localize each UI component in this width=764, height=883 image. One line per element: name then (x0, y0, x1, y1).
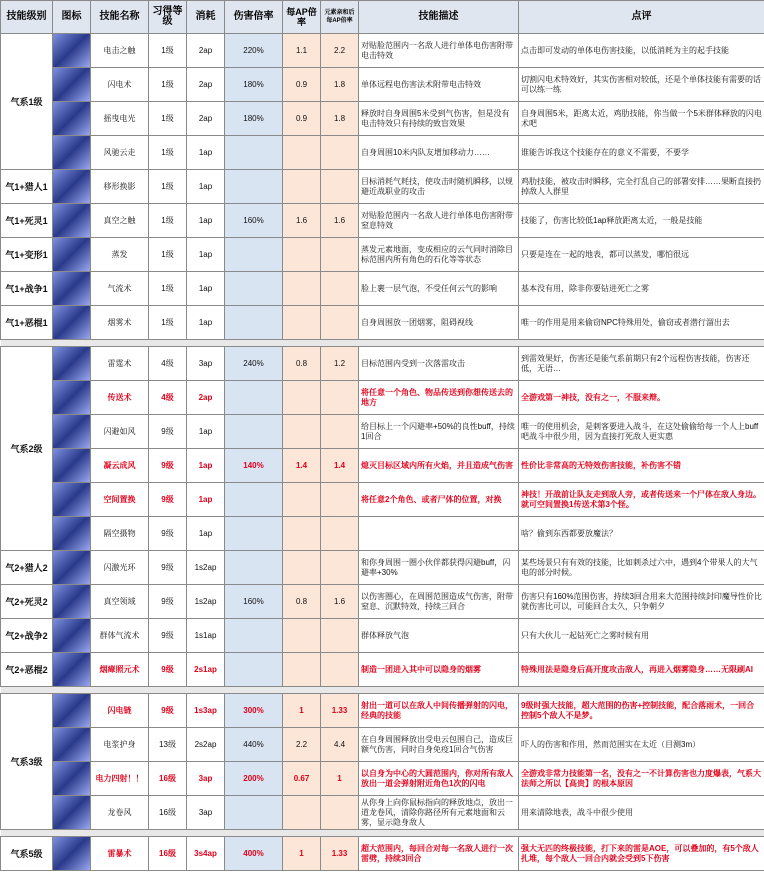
table-row (1, 449, 764, 483)
skill-icon (53, 653, 90, 686)
skill-category: 气2+恶棍2 (1, 653, 53, 687)
skill-name: 蒸发 (91, 238, 149, 272)
skill-icon (53, 483, 90, 516)
skill-cost: 1ap (187, 483, 225, 517)
skill-description: 将任意2个角色、或者尸体的位置，对换 (359, 483, 519, 517)
table-row (1, 238, 764, 272)
skill-level: 16级 (149, 796, 187, 830)
skill-ap-ratio: 1.1 (283, 34, 321, 68)
skill-description: 自身周围10米内队友增加移动力…… (359, 136, 519, 170)
skill-cost: 2ap (187, 102, 225, 136)
skill-level: 1级 (149, 102, 187, 136)
skill-category: 气系3级 (1, 694, 53, 830)
skill-cost: 2ap (187, 34, 225, 68)
skill-icon-cell (53, 619, 91, 653)
skill-icon (53, 762, 90, 795)
skill-ap-ratio (283, 381, 321, 415)
skill-ap-ratio-elemental (321, 796, 359, 830)
skill-icon-cell (53, 170, 91, 204)
header-cost: 消耗 (187, 1, 225, 34)
skill-level: 1级 (149, 272, 187, 306)
skill-category: 气2+猎人2 (1, 551, 53, 585)
skill-cost: 3s4ap (187, 837, 225, 871)
skill-level: 9级 (149, 415, 187, 449)
skill-ap-ratio-elemental: 4.4 (321, 728, 359, 762)
table-row (1, 551, 764, 585)
skill-icon-cell (53, 68, 91, 102)
skill-ap-ratio (283, 238, 321, 272)
skill-icon (53, 68, 90, 101)
skill-description: 从你身上向你鼠标指向的释放地点，放出一道龙卷风，清除你路径所有元素地面和云雾，显示隐身敌人 (359, 796, 519, 830)
skill-description: 和你身周围一圈小伙伴都获得闪避buff，闪避率+30% (359, 551, 519, 585)
skill-icon (53, 238, 90, 271)
skill-damage: 240% (225, 347, 283, 381)
skill-icon-cell (53, 551, 91, 585)
table-row (1, 585, 764, 619)
table-row (1, 306, 764, 340)
skill-comment: 自身周围5米，距离太近，鸡肋技能，你当做一个5米群体释放的闪电术吧 (519, 102, 764, 136)
skill-icon-cell (53, 585, 91, 619)
skill-ap-ratio (283, 551, 321, 585)
skill-cost: 1ap (187, 517, 225, 551)
skill-comment: 谁能告诉我这个技能存在的意义不需要，不要学 (519, 136, 764, 170)
skill-description: 以伤害圈心，在周围范围造成气伤害，附带窒息、沉默特效，持续三回合 (359, 585, 519, 619)
skill-cost: 1s1ap (187, 619, 225, 653)
table-row (1, 517, 764, 551)
skill-ap-ratio-elemental (321, 517, 359, 551)
skill-comment: 技能了，伤害比较低1ap释放距离太近，一般是技能 (519, 204, 764, 238)
skill-icon-cell (53, 483, 91, 517)
skill-cost: 3ap (187, 347, 225, 381)
skill-cost: 3ap (187, 796, 225, 830)
skill-comment: 基本没有用，除非你要钻进死亡之雾 (519, 272, 764, 306)
skill-damage (225, 238, 283, 272)
skill-name: 雷暴术 (91, 837, 149, 871)
skill-ap-ratio (283, 136, 321, 170)
skill-icon-cell (53, 272, 91, 306)
skill-ap-ratio (283, 483, 321, 517)
skill-description: 在自身周围释放出受电云包围自己，造成巨额气伤害，同时自身免疫1回合气伤害 (359, 728, 519, 762)
skill-comment: 点击即可发动的单体电伤害技能，以低消耗为主的起手技能 (519, 34, 764, 68)
skill-name: 闪电术 (91, 68, 149, 102)
skill-level: 1级 (149, 136, 187, 170)
skill-icon-cell (53, 762, 91, 796)
skill-icon (53, 551, 90, 584)
skill-icon-cell (53, 34, 91, 68)
skill-icon-cell (53, 694, 91, 728)
skill-ap-ratio (283, 619, 321, 653)
skill-description: 释放时自身周围5米受到气伤害，但是没有电击特效只有持续的致盲效果 (359, 102, 519, 136)
skill-ap-ratio-elemental: 1.2 (321, 347, 359, 381)
skill-damage (225, 653, 283, 687)
header-category: 技能级别 (1, 1, 53, 34)
table-row (1, 728, 764, 762)
table-row (1, 694, 764, 728)
skill-comment: 伤害只有160%范围伤害，持续3回合用来大范围持续封印魔导性价比就伤害比可以，可能回合太久，只争朝夕 (519, 585, 764, 619)
skill-description: 蒸发元素地面，变成相应的云气同时消除目标范围内所有角色的石化等等状态 (359, 238, 519, 272)
skill-comment: 切割闪电术特效好，其实伤害相对较低，还是个单体技能有需要的话可以练一练 (519, 68, 764, 102)
skill-icon (53, 449, 90, 482)
skill-ap-ratio: 1 (283, 837, 321, 871)
skill-level: 9级 (149, 551, 187, 585)
table-row (1, 136, 764, 170)
skill-description: 熄灭目标区域内所有火焰，并且造成气伤害 (359, 449, 519, 483)
table-row (1, 204, 764, 238)
skill-description: 超大范围内，每回合对每一名敌人进行一次雷劈，持续3回合 (359, 837, 519, 871)
table-row (1, 381, 764, 415)
table-row (1, 483, 764, 517)
separator-cell (1, 340, 764, 347)
skill-icon-cell (53, 415, 91, 449)
skill-level: 9级 (149, 694, 187, 728)
skill-name: 电力四射！！ (91, 762, 149, 796)
skill-ap-ratio-elemental (321, 653, 359, 687)
skill-ap-ratio-elemental (321, 551, 359, 585)
skill-cost: 1ap (187, 306, 225, 340)
section-separator (1, 687, 764, 694)
skill-ap-ratio: 0.8 (283, 347, 321, 381)
skill-name: 龙卷风 (91, 796, 149, 830)
table-row (1, 170, 764, 204)
skill-icon-cell (53, 837, 91, 871)
skill-ap-ratio (283, 653, 321, 687)
skill-name: 烟雾术 (91, 306, 149, 340)
skill-ap-ratio (283, 170, 321, 204)
skill-damage: 160% (225, 585, 283, 619)
skill-cost: 2s2ap (187, 728, 225, 762)
skill-ap-ratio (283, 306, 321, 340)
table-row (1, 653, 764, 687)
skill-name: 雷霆术 (91, 347, 149, 381)
skill-cost: 1ap (187, 415, 225, 449)
skill-ap-ratio: 2.2 (283, 728, 321, 762)
skill-category: 气1+死灵1 (1, 204, 53, 238)
skill-ap-ratio-elemental: 1.33 (321, 837, 359, 871)
skill-icon (53, 694, 90, 727)
skill-ap-ratio: 1.4 (283, 449, 321, 483)
skill-category: 气系5级 (1, 837, 53, 871)
skill-comment: 只有大伙儿一起钻死亡之雾时候有用 (519, 619, 764, 653)
skill-level: 1级 (149, 170, 187, 204)
skill-damage: 400% (225, 837, 283, 871)
skill-ap-ratio-elemental: 1.8 (321, 102, 359, 136)
skill-icon-cell (53, 306, 91, 340)
skill-ap-ratio: 0.8 (283, 585, 321, 619)
skill-damage (225, 415, 283, 449)
skill-comment: 只要是连在一起的地表，都可以蒸发，哪怕很远 (519, 238, 764, 272)
skill-description: 将任意一个角色、物品传送到你想传送去的地方 (359, 381, 519, 415)
skill-ap-ratio (283, 415, 321, 449)
skill-description: 以自身为中心的大圆范围内，你对所有敌人放出一道会弹射附近角色1次的闪电 (359, 762, 519, 796)
skill-damage: 180% (225, 68, 283, 102)
skill-damage (225, 381, 283, 415)
skill-damage (225, 306, 283, 340)
skill-description: 给目标上一个闪避率+50%的良性buff，持续1回合 (359, 415, 519, 449)
skill-icon (53, 170, 90, 203)
header-row (1, 1, 764, 34)
skill-level: 1级 (149, 68, 187, 102)
skill-icon (53, 381, 90, 414)
skill-name: 凝云成风 (91, 449, 149, 483)
header-dmg: 伤害倍率 (225, 1, 283, 34)
skill-ap-ratio-elemental: 2.2 (321, 34, 359, 68)
skill-description (359, 517, 519, 551)
skill-description: 射出一道可以在敌人中间传播弹射的闪电，经典的技能 (359, 694, 519, 728)
skill-icon-cell (53, 136, 91, 170)
skill-name: 闪激光环 (91, 551, 149, 585)
skill-name: 烟瘴照元术 (91, 653, 149, 687)
skill-level: 9级 (149, 449, 187, 483)
table-row (1, 34, 764, 68)
skill-icon (53, 34, 90, 67)
skill-ap-ratio-elemental: 1.8 (321, 68, 359, 102)
skill-name: 摇曳电光 (91, 102, 149, 136)
skill-damage (225, 483, 283, 517)
skill-level: 13级 (149, 728, 187, 762)
skill-damage (225, 272, 283, 306)
skill-category: 气1+猎人1 (1, 170, 53, 204)
skill-cost: 1s2ap (187, 551, 225, 585)
skill-ap-ratio (283, 796, 321, 830)
skill-level: 9级 (149, 653, 187, 687)
skill-ap-ratio: 0.67 (283, 762, 321, 796)
skill-ap-ratio (283, 272, 321, 306)
skill-ap-ratio-elemental (321, 136, 359, 170)
skill-icon (53, 272, 90, 305)
skill-ap-ratio-elemental (321, 415, 359, 449)
skill-ap-ratio-elemental: 1.4 (321, 449, 359, 483)
skill-comment: 特殊用法是隐身后高开度攻击敌人，再进入烟雾隐身……无限刷AI (519, 653, 764, 687)
skill-name: 真空之触 (91, 204, 149, 238)
skill-icon (53, 517, 90, 550)
skill-category: 气1+恶棍1 (1, 306, 53, 340)
skill-damage (225, 619, 283, 653)
skill-cost: 1ap (187, 170, 225, 204)
header-ap-elem: 元素亲和后每AP倍率 (321, 1, 359, 34)
skill-ap-ratio: 0.9 (283, 68, 321, 102)
skill-cost: 1ap (187, 238, 225, 272)
skill-name: 传送术 (91, 381, 149, 415)
skill-icon (53, 585, 90, 618)
skill-icon-cell (53, 728, 91, 762)
skill-cost: 1ap (187, 136, 225, 170)
skill-icon-cell (53, 653, 91, 687)
skill-description: 单体远程电伤害法术附带电击特效 (359, 68, 519, 102)
skill-cost: 2ap (187, 68, 225, 102)
skill-name: 移形换影 (91, 170, 149, 204)
table-row (1, 68, 764, 102)
skill-damage: 220% (225, 34, 283, 68)
skill-icon-cell (53, 449, 91, 483)
skill-ap-ratio-elemental (321, 272, 359, 306)
skill-damage (225, 170, 283, 204)
header-ap: 每AP倍率 (283, 1, 321, 34)
table-row (1, 619, 764, 653)
skill-ap-ratio-elemental (321, 170, 359, 204)
skill-ap-ratio-elemental: 1.33 (321, 694, 359, 728)
skill-damage: 300% (225, 694, 283, 728)
skill-icon (53, 415, 90, 448)
skill-comment: 用来清除地表，战斗中很少使用 (519, 796, 764, 830)
skill-damage (225, 136, 283, 170)
skill-comment: 9级时强大技能，超大范围的伤害+控制技能，配合落雨术，一回合控制5个敌人不是梦。 (519, 694, 764, 728)
skill-icon (53, 728, 90, 761)
skill-cost: 1s3ap (187, 694, 225, 728)
skill-description: 自身周围放一团烟雾，阻碍视线 (359, 306, 519, 340)
skill-icon-cell (53, 347, 91, 381)
skill-ap-ratio-elemental: 1 (321, 762, 359, 796)
skill-name: 电浆护身 (91, 728, 149, 762)
separator-cell (1, 830, 764, 837)
skill-icon (53, 102, 90, 135)
skill-level: 1级 (149, 306, 187, 340)
skill-damage (225, 517, 283, 551)
skill-level: 4级 (149, 347, 187, 381)
skill-icon-cell (53, 238, 91, 272)
skill-category: 气系1级 (1, 34, 53, 170)
skill-comment: 唯一的作用是用来偷窃NPC特殊用处，偷窃或者潜行溜出去 (519, 306, 764, 340)
skill-category: 气1+变形1 (1, 238, 53, 272)
skill-comment: 吓人的伤害和作用，然而范围实在太近（目测3m） (519, 728, 764, 762)
skill-level: 16级 (149, 837, 187, 871)
skill-level: 9级 (149, 619, 187, 653)
skill-level: 4级 (149, 381, 187, 415)
header-comment: 点评 (519, 1, 764, 34)
skill-name: 风驰云走 (91, 136, 149, 170)
skill-description: 对贴脸范围内一名敌人进行单体电伤害附带窒息特效 (359, 204, 519, 238)
skill-description: 目标消耗气耗技，使攻击时随机瞬移，以规避近战职业的攻击 (359, 170, 519, 204)
table-row (1, 415, 764, 449)
skill-name: 空间置换 (91, 483, 149, 517)
skill-description: 脸上裹一层气泡，不受任何云气的影响 (359, 272, 519, 306)
skill-description: 制造一团进入其中可以隐身的烟雾 (359, 653, 519, 687)
skill-comment: 全游戏第一神技，没有之一，不服来辩。 (519, 381, 764, 415)
skill-cost: 3ap (187, 762, 225, 796)
skill-comment: 全游戏非常力技能第一名，没有之一不计算伤害也力度爆表，气系大法师之所以【高贵】的根本原因 (519, 762, 764, 796)
skill-ap-ratio-elemental (321, 381, 359, 415)
skill-icon-cell (53, 204, 91, 238)
header-icon: 图标 (53, 1, 91, 34)
skill-name: 群体气流术 (91, 619, 149, 653)
table-row (1, 272, 764, 306)
skill-cost: 1ap (187, 449, 225, 483)
skill-damage (225, 551, 283, 585)
skill-icon (53, 347, 90, 380)
skill-ap-ratio-elemental (321, 483, 359, 517)
header-level: 习得等级 (149, 1, 187, 34)
table-row (1, 347, 764, 381)
skill-damage: 140% (225, 449, 283, 483)
header-desc: 技能描述 (359, 1, 519, 34)
skill-name: 气流术 (91, 272, 149, 306)
skill-level: 1级 (149, 238, 187, 272)
skill-ap-ratio (283, 517, 321, 551)
skill-level: 9级 (149, 585, 187, 619)
skill-level: 1级 (149, 34, 187, 68)
skill-ap-ratio-elemental (321, 306, 359, 340)
table-body (1, 34, 764, 871)
skill-level: 1级 (149, 204, 187, 238)
section-separator (1, 830, 764, 837)
skill-category: 气2+战争2 (1, 619, 53, 653)
skill-name: 真空领域 (91, 585, 149, 619)
skill-damage: 200% (225, 762, 283, 796)
skill-icon (53, 837, 90, 870)
skill-damage (225, 796, 283, 830)
skill-ap-ratio-elemental (321, 619, 359, 653)
table-row (1, 796, 764, 830)
table-row (1, 837, 764, 871)
skill-comment: 性价比非常高的无特效伤害技能，补伤害不错 (519, 449, 764, 483)
skill-level: 16级 (149, 762, 187, 796)
skill-ap-ratio: 1.6 (283, 204, 321, 238)
skill-damage: 160% (225, 204, 283, 238)
skill-comment: 强大无匹的终极技能，打下来的雷是AOE，可以叠加的，有5个敌人扎堆，每个敌人一回合内就会受到5下伤害 (519, 837, 764, 871)
skill-icon (53, 796, 90, 829)
skill-comment: 鸡肋技能，被攻击时瞬移，完全打乱自己的部署安排……果断直接扔掉敌人人群里 (519, 170, 764, 204)
skill-cost: 2s1ap (187, 653, 225, 687)
skill-comment: 到雷效果好，伤害还是能气系前期只有2个远程伤害技能，伤害还低，无语… (519, 347, 764, 381)
skill-ap-ratio-elemental: 1.6 (321, 204, 359, 238)
skill-name: 隔空摄物 (91, 517, 149, 551)
skill-description: 对贴脸范围内一名敌人进行单体电伤害附带电击特效 (359, 34, 519, 68)
skill-level: 9级 (149, 517, 187, 551)
table-row (1, 762, 764, 796)
skill-cost: 1ap (187, 204, 225, 238)
skill-level: 9级 (149, 483, 187, 517)
skill-icon (53, 619, 90, 652)
skill-ap-ratio: 1 (283, 694, 321, 728)
skill-ap-ratio-elemental (321, 238, 359, 272)
skill-damage: 180% (225, 102, 283, 136)
skill-cost: 1ap (187, 272, 225, 306)
skill-category: 气2+死灵2 (1, 585, 53, 619)
skill-comment: 啥？偷到东西都要放魔法？ (519, 517, 764, 551)
skill-damage: 440% (225, 728, 283, 762)
skill-icon-cell (53, 102, 91, 136)
skill-icon (53, 204, 90, 237)
skill-description: 群体释放气泡 (359, 619, 519, 653)
separator-cell (1, 687, 764, 694)
skill-icon-cell (53, 517, 91, 551)
skill-name: 电击之触 (91, 34, 149, 68)
skill-comment: 唯一的使用机会，是刺客要进入战斗，在这处偷偷给每一个人上buff吧战斗中很少用，因为直接打死敌人更实惠 (519, 415, 764, 449)
skill-category: 气1+战争1 (1, 272, 53, 306)
skill-cost: 1s2ap (187, 585, 225, 619)
skill-category: 气系2级 (1, 347, 53, 551)
table-row (1, 102, 764, 136)
skill-comment: 神技！开战前让队友走到敌人旁，或者传送来一个尸体在敌人身边。就可空间置换1传送术第3个怪。 (519, 483, 764, 517)
skill-icon (53, 136, 90, 169)
skill-icon (53, 306, 90, 339)
skill-icon-cell (53, 381, 91, 415)
skill-comment: 某些场景只有有效的技能，比如刺杀过六中，遇到4个带果人的大气电的部分时候。 (519, 551, 764, 585)
skill-ap-ratio: 0.9 (283, 102, 321, 136)
section-separator (1, 340, 764, 347)
header-name: 技能名称 (91, 1, 149, 34)
skill-description: 目标范围内受到一次落雷攻击 (359, 347, 519, 381)
skill-ap-ratio-elemental: 1.6 (321, 585, 359, 619)
skill-cost: 2ap (187, 381, 225, 415)
skill-icon-cell (53, 796, 91, 830)
skill-name: 闪电链 (91, 694, 149, 728)
skill-name: 闪避如风 (91, 415, 149, 449)
